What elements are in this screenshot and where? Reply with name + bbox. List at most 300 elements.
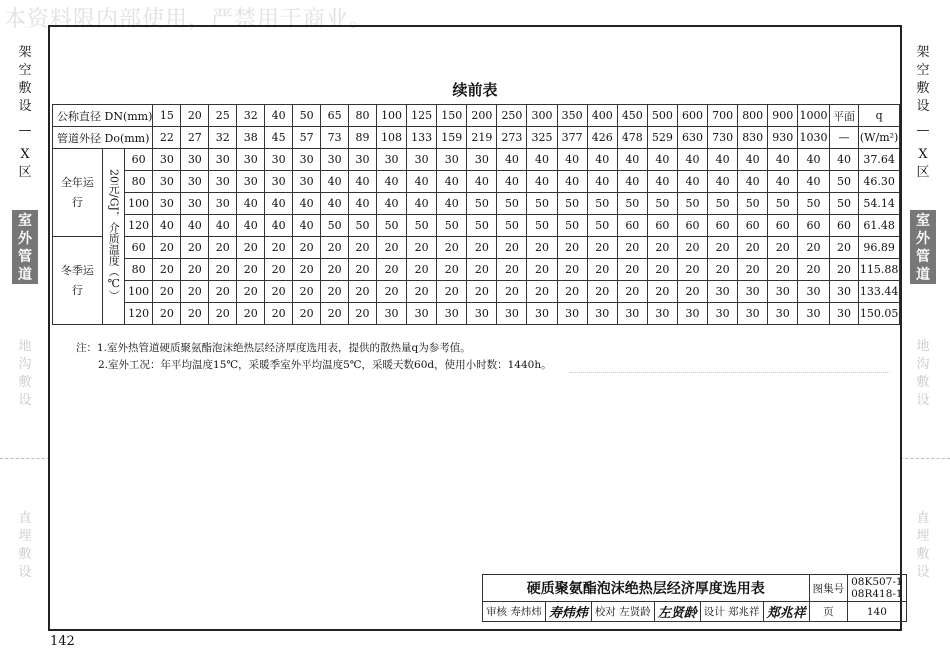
thickness-cell: 20 <box>153 281 181 303</box>
sidebar-left-bottom-label: 直埋敷设 <box>18 511 32 580</box>
thickness-cell: 20 <box>321 259 349 281</box>
thickness-cell: 20 <box>209 281 237 303</box>
do-cell: 529 <box>647 127 677 149</box>
do-cell: 108 <box>377 127 407 149</box>
dn-cell: 150 <box>437 105 467 127</box>
thickness-cell: 40 <box>377 171 407 193</box>
thickness-cell: 40 <box>467 171 497 193</box>
thickness-cell: 50 <box>587 193 617 215</box>
flat-cell: 20 <box>829 259 858 281</box>
thickness-cell: 20 <box>293 303 321 325</box>
thickness-cell: 40 <box>677 149 707 171</box>
do-cell: 32 <box>209 127 237 149</box>
do-cell: 830 <box>738 127 768 149</box>
review-label <box>483 602 546 622</box>
thickness-cell: 40 <box>237 193 265 215</box>
thickness-cell: 40 <box>349 193 377 215</box>
thickness-cell: 20 <box>209 237 237 259</box>
thickness-cell: 30 <box>377 149 407 171</box>
review-label-text: 审核 <box>486 606 507 618</box>
checker-name: 左贤龄 <box>619 606 651 618</box>
designer-name: 郑兆祥 <box>728 606 760 618</box>
dn-cell: 600 <box>677 105 707 127</box>
thickness-cell: 50 <box>349 215 377 237</box>
do-cell: 377 <box>557 127 587 149</box>
heat-loss-cell: 133.44 <box>859 281 900 303</box>
thickness-cell: 30 <box>467 149 497 171</box>
do-cell: 159 <box>437 127 467 149</box>
thickness-cell: 40 <box>617 149 647 171</box>
thickness-cell: 40 <box>237 215 265 237</box>
sidebar-right-word: 区 <box>916 165 930 180</box>
thickness-cell: 20 <box>349 281 377 303</box>
thickness-cell: 40 <box>497 149 527 171</box>
thickness-cell: 50 <box>768 193 798 215</box>
group-label: 全年运行 <box>53 149 103 237</box>
thickness-cell: 40 <box>738 171 768 193</box>
thickness-cell: 20 <box>407 259 437 281</box>
do-cell: 730 <box>708 127 738 149</box>
do-cell: — <box>829 127 858 149</box>
table-row <box>53 171 900 193</box>
thickness-cell: 30 <box>377 303 407 325</box>
dn-cell: 350 <box>557 105 587 127</box>
thickness-cell: 30 <box>153 193 181 215</box>
sidebar-right-bottom-label: 直埋敷设 <box>916 511 930 580</box>
do-cell: 426 <box>587 127 617 149</box>
atlas-number-2: 08R418-1 <box>851 588 903 600</box>
dn-cell: 100 <box>377 105 407 127</box>
table-row <box>53 303 900 325</box>
thickness-cell: 40 <box>587 171 617 193</box>
thickness-cell: 50 <box>527 193 557 215</box>
thickness-cell: 60 <box>708 215 738 237</box>
reviewer-signature: 寿炜炜 <box>545 602 591 622</box>
table-row <box>53 259 900 281</box>
thickness-cell: 20 <box>293 259 321 281</box>
sidebar-left-letter: X <box>20 147 30 162</box>
thickness-cell: 40 <box>557 149 587 171</box>
drawing-title: 硬质聚氨酯泡沫绝热层经济厚度选用表 <box>483 575 810 602</box>
thickness-cell: 20 <box>153 303 181 325</box>
thickness-cell: 20 <box>181 237 209 259</box>
thickness-cell: 30 <box>237 149 265 171</box>
page-title: 续前表 <box>452 81 498 99</box>
thickness-cell: 20 <box>768 237 798 259</box>
dn-cell: 25 <box>209 105 237 127</box>
thickness-cell: 20 <box>527 237 557 259</box>
dn-cell: 900 <box>768 105 798 127</box>
table-row <box>53 215 900 237</box>
thickness-cell: 30 <box>265 149 293 171</box>
sidebar-right-top-label: 架空敷设 <box>916 45 930 114</box>
thickness-cell: 20 <box>321 281 349 303</box>
thickness-cell: 20 <box>181 303 209 325</box>
dn-cell: 15 <box>153 105 181 127</box>
do-cell: 45 <box>265 127 293 149</box>
thickness-cell: 20 <box>708 237 738 259</box>
thickness-cell: 60 <box>647 215 677 237</box>
thickness-cell: 20 <box>617 281 647 303</box>
thickness-cell: 30 <box>708 303 738 325</box>
thickness-cell: 50 <box>467 193 497 215</box>
do-row <box>53 127 900 149</box>
thickness-cell: 30 <box>407 303 437 325</box>
thickness-cell: 60 <box>798 215 829 237</box>
dn-cell: 平面 <box>829 105 858 127</box>
thickness-cell: 20 <box>497 237 527 259</box>
do-cell: 478 <box>617 127 647 149</box>
thickness-cell: 20 <box>237 303 265 325</box>
sidebar-left-divider <box>0 458 50 459</box>
page-label: 页 <box>809 602 848 622</box>
thickness-cell: 30 <box>181 193 209 215</box>
check-label-text: 校对 <box>594 606 616 618</box>
dn-cell: 700 <box>708 105 738 127</box>
thickness-cell: 40 <box>738 149 768 171</box>
drawing-frame <box>48 25 902 631</box>
page-value: 140 <box>848 602 907 622</box>
title-block <box>482 574 907 622</box>
temperature-cell: 100 <box>124 281 153 303</box>
thickness-cell: 40 <box>437 171 467 193</box>
thickness-cell: 20 <box>349 259 377 281</box>
thickness-cell: 30 <box>497 303 527 325</box>
note-2: 2.室外工况：年平均温度15℃，采暖季室外平均温度5℃，采暖天数60d，使用小时数：1440h。 <box>98 359 552 371</box>
thickness-cell: 30 <box>557 303 587 325</box>
thickness-cell: 30 <box>738 303 768 325</box>
thickness-cell: 50 <box>557 193 587 215</box>
thickness-cell: 30 <box>647 303 677 325</box>
reviewer-name: 寿炜炜 <box>510 606 542 618</box>
thickness-cell: 30 <box>437 303 467 325</box>
heat-loss-cell: 61.48 <box>859 215 900 237</box>
thickness-cell: 20 <box>209 259 237 281</box>
heat-loss-cell: 37.64 <box>859 149 900 171</box>
thickness-cell: 20 <box>293 237 321 259</box>
thickness-cell: 40 <box>293 215 321 237</box>
thickness-cell: 30 <box>798 281 829 303</box>
dn-cell: 65 <box>321 105 349 127</box>
heat-loss-cell: 54.14 <box>859 193 900 215</box>
thickness-cell: 50 <box>587 215 617 237</box>
thickness-cell: 50 <box>527 215 557 237</box>
thickness-cell: 20 <box>708 259 738 281</box>
thickness-cell: 40 <box>437 193 467 215</box>
thickness-cell: 40 <box>265 215 293 237</box>
thickness-cell: 20 <box>437 237 467 259</box>
thickness-cell: 20 <box>738 237 768 259</box>
thickness-cell: 20 <box>647 259 677 281</box>
thickness-cell: 40 <box>768 149 798 171</box>
atlas-number-1: 08K507-1 <box>851 576 903 588</box>
thickness-cell: 30 <box>677 303 707 325</box>
sidebar-left-dash: — <box>18 123 32 138</box>
thickness-cell: 50 <box>647 193 677 215</box>
do-cell: 73 <box>321 127 349 149</box>
thickness-cell: 20 <box>738 259 768 281</box>
design-label-text: 设计 <box>703 606 725 618</box>
do-label: 管道外径 Do(mm) <box>53 127 153 149</box>
dn-cell: 450 <box>617 105 647 127</box>
do-cell: 630 <box>677 127 707 149</box>
thickness-cell: 40 <box>407 171 437 193</box>
thickness-cell: 20 <box>647 281 677 303</box>
price-temperature-cell <box>102 149 124 325</box>
thickness-cell: 30 <box>738 281 768 303</box>
thickness-cell: 40 <box>377 193 407 215</box>
dn-label: 公称直径 DN(mm) <box>53 105 153 127</box>
thickness-cell: 20 <box>377 281 407 303</box>
thickness-cell: 30 <box>321 149 349 171</box>
thickness-cell: 50 <box>738 193 768 215</box>
do-cell: 930 <box>768 127 798 149</box>
sidebar-left-word: 区 <box>18 165 32 180</box>
page-number: 142 <box>50 634 75 649</box>
do-cell: 22 <box>153 127 181 149</box>
thickness-cell: 20 <box>237 259 265 281</box>
thickness-cell: 20 <box>153 259 181 281</box>
flat-cell: 30 <box>829 281 858 303</box>
atlas-number <box>848 575 907 602</box>
flat-cell: 60 <box>829 215 858 237</box>
thickness-cell: 20 <box>587 281 617 303</box>
thickness-cell: 30 <box>768 303 798 325</box>
thickness-cell: 30 <box>181 171 209 193</box>
thickness-cell: 20 <box>647 237 677 259</box>
thickness-cell: 40 <box>321 171 349 193</box>
temperature-cell: 120 <box>124 215 153 237</box>
thickness-cell: 40 <box>647 149 677 171</box>
thickness-cell: 30 <box>437 149 467 171</box>
dn-cell: 300 <box>527 105 557 127</box>
thickness-cell: 20 <box>181 259 209 281</box>
do-cell: 89 <box>349 127 377 149</box>
thickness-cell: 20 <box>557 281 587 303</box>
do-cell: (W/m²) <box>859 127 900 149</box>
thickness-table <box>52 104 900 325</box>
do-cell: 133 <box>407 127 437 149</box>
thickness-cell: 20 <box>677 237 707 259</box>
thickness-cell: 50 <box>467 215 497 237</box>
thickness-cell: 20 <box>237 237 265 259</box>
thickness-cell: 20 <box>527 281 557 303</box>
thickness-cell: 40 <box>209 215 237 237</box>
flat-cell: 30 <box>829 303 858 325</box>
thickness-cell: 20 <box>768 259 798 281</box>
thickness-cell: 20 <box>557 259 587 281</box>
dn-cell: q <box>859 105 900 127</box>
sidebar-left-mid-label: 地沟敷设 <box>18 339 32 408</box>
thickness-cell: 50 <box>617 193 647 215</box>
thickness-cell: 20 <box>349 237 377 259</box>
thickness-cell: 20 <box>677 281 707 303</box>
thickness-cell: 40 <box>798 149 829 171</box>
thickness-cell: 40 <box>293 193 321 215</box>
thickness-cell: 50 <box>557 215 587 237</box>
thickness-cell: 60 <box>677 215 707 237</box>
temperature-cell: 60 <box>124 149 153 171</box>
atlas-label: 图集号 <box>809 575 848 602</box>
thickness-cell: 30 <box>407 149 437 171</box>
thickness-cell: 50 <box>437 215 467 237</box>
thickness-cell: 40 <box>527 171 557 193</box>
thickness-cell: 40 <box>617 171 647 193</box>
thickness-cell: 30 <box>209 149 237 171</box>
thickness-cell: 20 <box>349 303 377 325</box>
thickness-cell: 60 <box>738 215 768 237</box>
thickness-cell: 50 <box>497 215 527 237</box>
thickness-cell: 20 <box>497 259 527 281</box>
thickness-cell: 20 <box>377 237 407 259</box>
thickness-cell: 20 <box>181 281 209 303</box>
thickness-cell: 50 <box>497 193 527 215</box>
dn-cell: 250 <box>497 105 527 127</box>
dn-cell: 500 <box>647 105 677 127</box>
sidebar-right-active-tab: 室外管道 <box>910 210 936 284</box>
thickness-cell: 40 <box>798 171 829 193</box>
heat-loss-cell: 115.88 <box>859 259 900 281</box>
dn-cell: 400 <box>587 105 617 127</box>
heat-loss-cell: 46.30 <box>859 171 900 193</box>
temperature-cell: 100 <box>124 193 153 215</box>
do-cell: 325 <box>527 127 557 149</box>
do-cell: 273 <box>497 127 527 149</box>
thickness-cell: 30 <box>708 281 738 303</box>
thickness-cell: 40 <box>181 215 209 237</box>
note-1: 注：1.室外热管道硬质聚氨酯泡沫绝热层经济厚度选用表，提供的散热量q为参考值。 <box>76 342 471 354</box>
thickness-cell: 20 <box>557 237 587 259</box>
flat-cell: 50 <box>829 193 858 215</box>
thickness-cell: 30 <box>349 149 377 171</box>
thickness-cell: 40 <box>677 171 707 193</box>
thickness-cell: 20 <box>497 281 527 303</box>
heat-loss-cell: 96.89 <box>859 237 900 259</box>
flat-cell: 50 <box>829 171 858 193</box>
thickness-cell: 20 <box>467 281 497 303</box>
thickness-cell: 20 <box>587 259 617 281</box>
thickness-cell: 40 <box>647 171 677 193</box>
thickness-cell: 20 <box>437 281 467 303</box>
dn-cell: 1000 <box>798 105 829 127</box>
faint-scan-line <box>570 372 890 373</box>
thickness-cell: 20 <box>265 237 293 259</box>
sidebar-left-active-tab: 室外管道 <box>12 210 38 284</box>
thickness-cell: 30 <box>293 149 321 171</box>
sidebar-right-mid-label: 地沟敷设 <box>916 339 930 408</box>
do-cell: 27 <box>181 127 209 149</box>
thickness-cell: 40 <box>497 171 527 193</box>
thickness-cell: 20 <box>153 237 181 259</box>
thickness-cell: 20 <box>321 237 349 259</box>
table-row <box>53 237 900 259</box>
flat-cell: 20 <box>829 237 858 259</box>
do-cell: 219 <box>467 127 497 149</box>
sidebar-right-divider <box>900 458 950 459</box>
check-label <box>591 602 654 622</box>
thickness-cell: 30 <box>293 171 321 193</box>
temperature-cell: 120 <box>124 303 153 325</box>
dn-cell: 80 <box>349 105 377 127</box>
thickness-cell: 20 <box>209 303 237 325</box>
thickness-cell: 30 <box>153 171 181 193</box>
thickness-cell: 20 <box>407 281 437 303</box>
thickness-cell: 20 <box>437 259 467 281</box>
thickness-cell: 30 <box>798 303 829 325</box>
dn-cell: 200 <box>467 105 497 127</box>
thickness-cell: 30 <box>617 303 647 325</box>
table-row <box>53 281 900 303</box>
thickness-cell: 30 <box>587 303 617 325</box>
temperature-cell: 80 <box>124 171 153 193</box>
sidebar-right-letter: X <box>918 147 928 162</box>
thickness-cell: 20 <box>293 281 321 303</box>
price-temperature-label: 20元/GJ，介质温度（℃） <box>107 169 121 301</box>
design-label <box>700 602 763 622</box>
do-cell: 1030 <box>798 127 829 149</box>
dn-cell: 800 <box>738 105 768 127</box>
do-cell: 38 <box>237 127 265 149</box>
thickness-cell: 20 <box>798 259 829 281</box>
thickness-cell: 20 <box>467 259 497 281</box>
thickness-cell: 60 <box>617 215 647 237</box>
thickness-cell: 20 <box>265 281 293 303</box>
thickness-cell: 40 <box>321 193 349 215</box>
thickness-cell: 40 <box>708 149 738 171</box>
thickness-cell: 20 <box>527 259 557 281</box>
table-row <box>53 149 900 171</box>
thickness-cell: 50 <box>677 193 707 215</box>
temperature-cell: 60 <box>124 237 153 259</box>
dn-cell: 32 <box>237 105 265 127</box>
thickness-cell: 20 <box>237 281 265 303</box>
thickness-cell: 30 <box>209 193 237 215</box>
thickness-cell: 20 <box>377 259 407 281</box>
thickness-cell: 20 <box>467 237 497 259</box>
thickness-cell: 20 <box>265 303 293 325</box>
thickness-cell: 40 <box>153 215 181 237</box>
thickness-cell: 40 <box>265 193 293 215</box>
thickness-cell: 40 <box>557 171 587 193</box>
thickness-cell: 30 <box>527 303 557 325</box>
group-label: 冬季运行 <box>53 237 103 325</box>
dn-cell: 20 <box>181 105 209 127</box>
thickness-cell: 30 <box>768 281 798 303</box>
thickness-cell: 20 <box>265 259 293 281</box>
thickness-cell: 40 <box>708 171 738 193</box>
thickness-cell: 40 <box>768 171 798 193</box>
thickness-cell: 50 <box>708 193 738 215</box>
thickness-cell: 60 <box>768 215 798 237</box>
temperature-cell: 80 <box>124 259 153 281</box>
dn-cell: 50 <box>293 105 321 127</box>
thickness-cell: 20 <box>321 303 349 325</box>
thickness-cell: 50 <box>377 215 407 237</box>
thickness-cell: 30 <box>467 303 497 325</box>
thickness-cell: 40 <box>587 149 617 171</box>
thickness-cell: 50 <box>321 215 349 237</box>
thickness-cell: 20 <box>677 259 707 281</box>
thickness-cell: 40 <box>527 149 557 171</box>
heat-loss-cell: 150.05 <box>859 303 900 325</box>
thickness-cell: 30 <box>181 149 209 171</box>
thickness-cell: 20 <box>407 237 437 259</box>
thickness-cell: 50 <box>798 193 829 215</box>
do-cell: 57 <box>293 127 321 149</box>
checker-signature: 左贤龄 <box>654 602 700 622</box>
sidebar-right-dash: — <box>916 123 930 138</box>
table-row <box>53 193 900 215</box>
